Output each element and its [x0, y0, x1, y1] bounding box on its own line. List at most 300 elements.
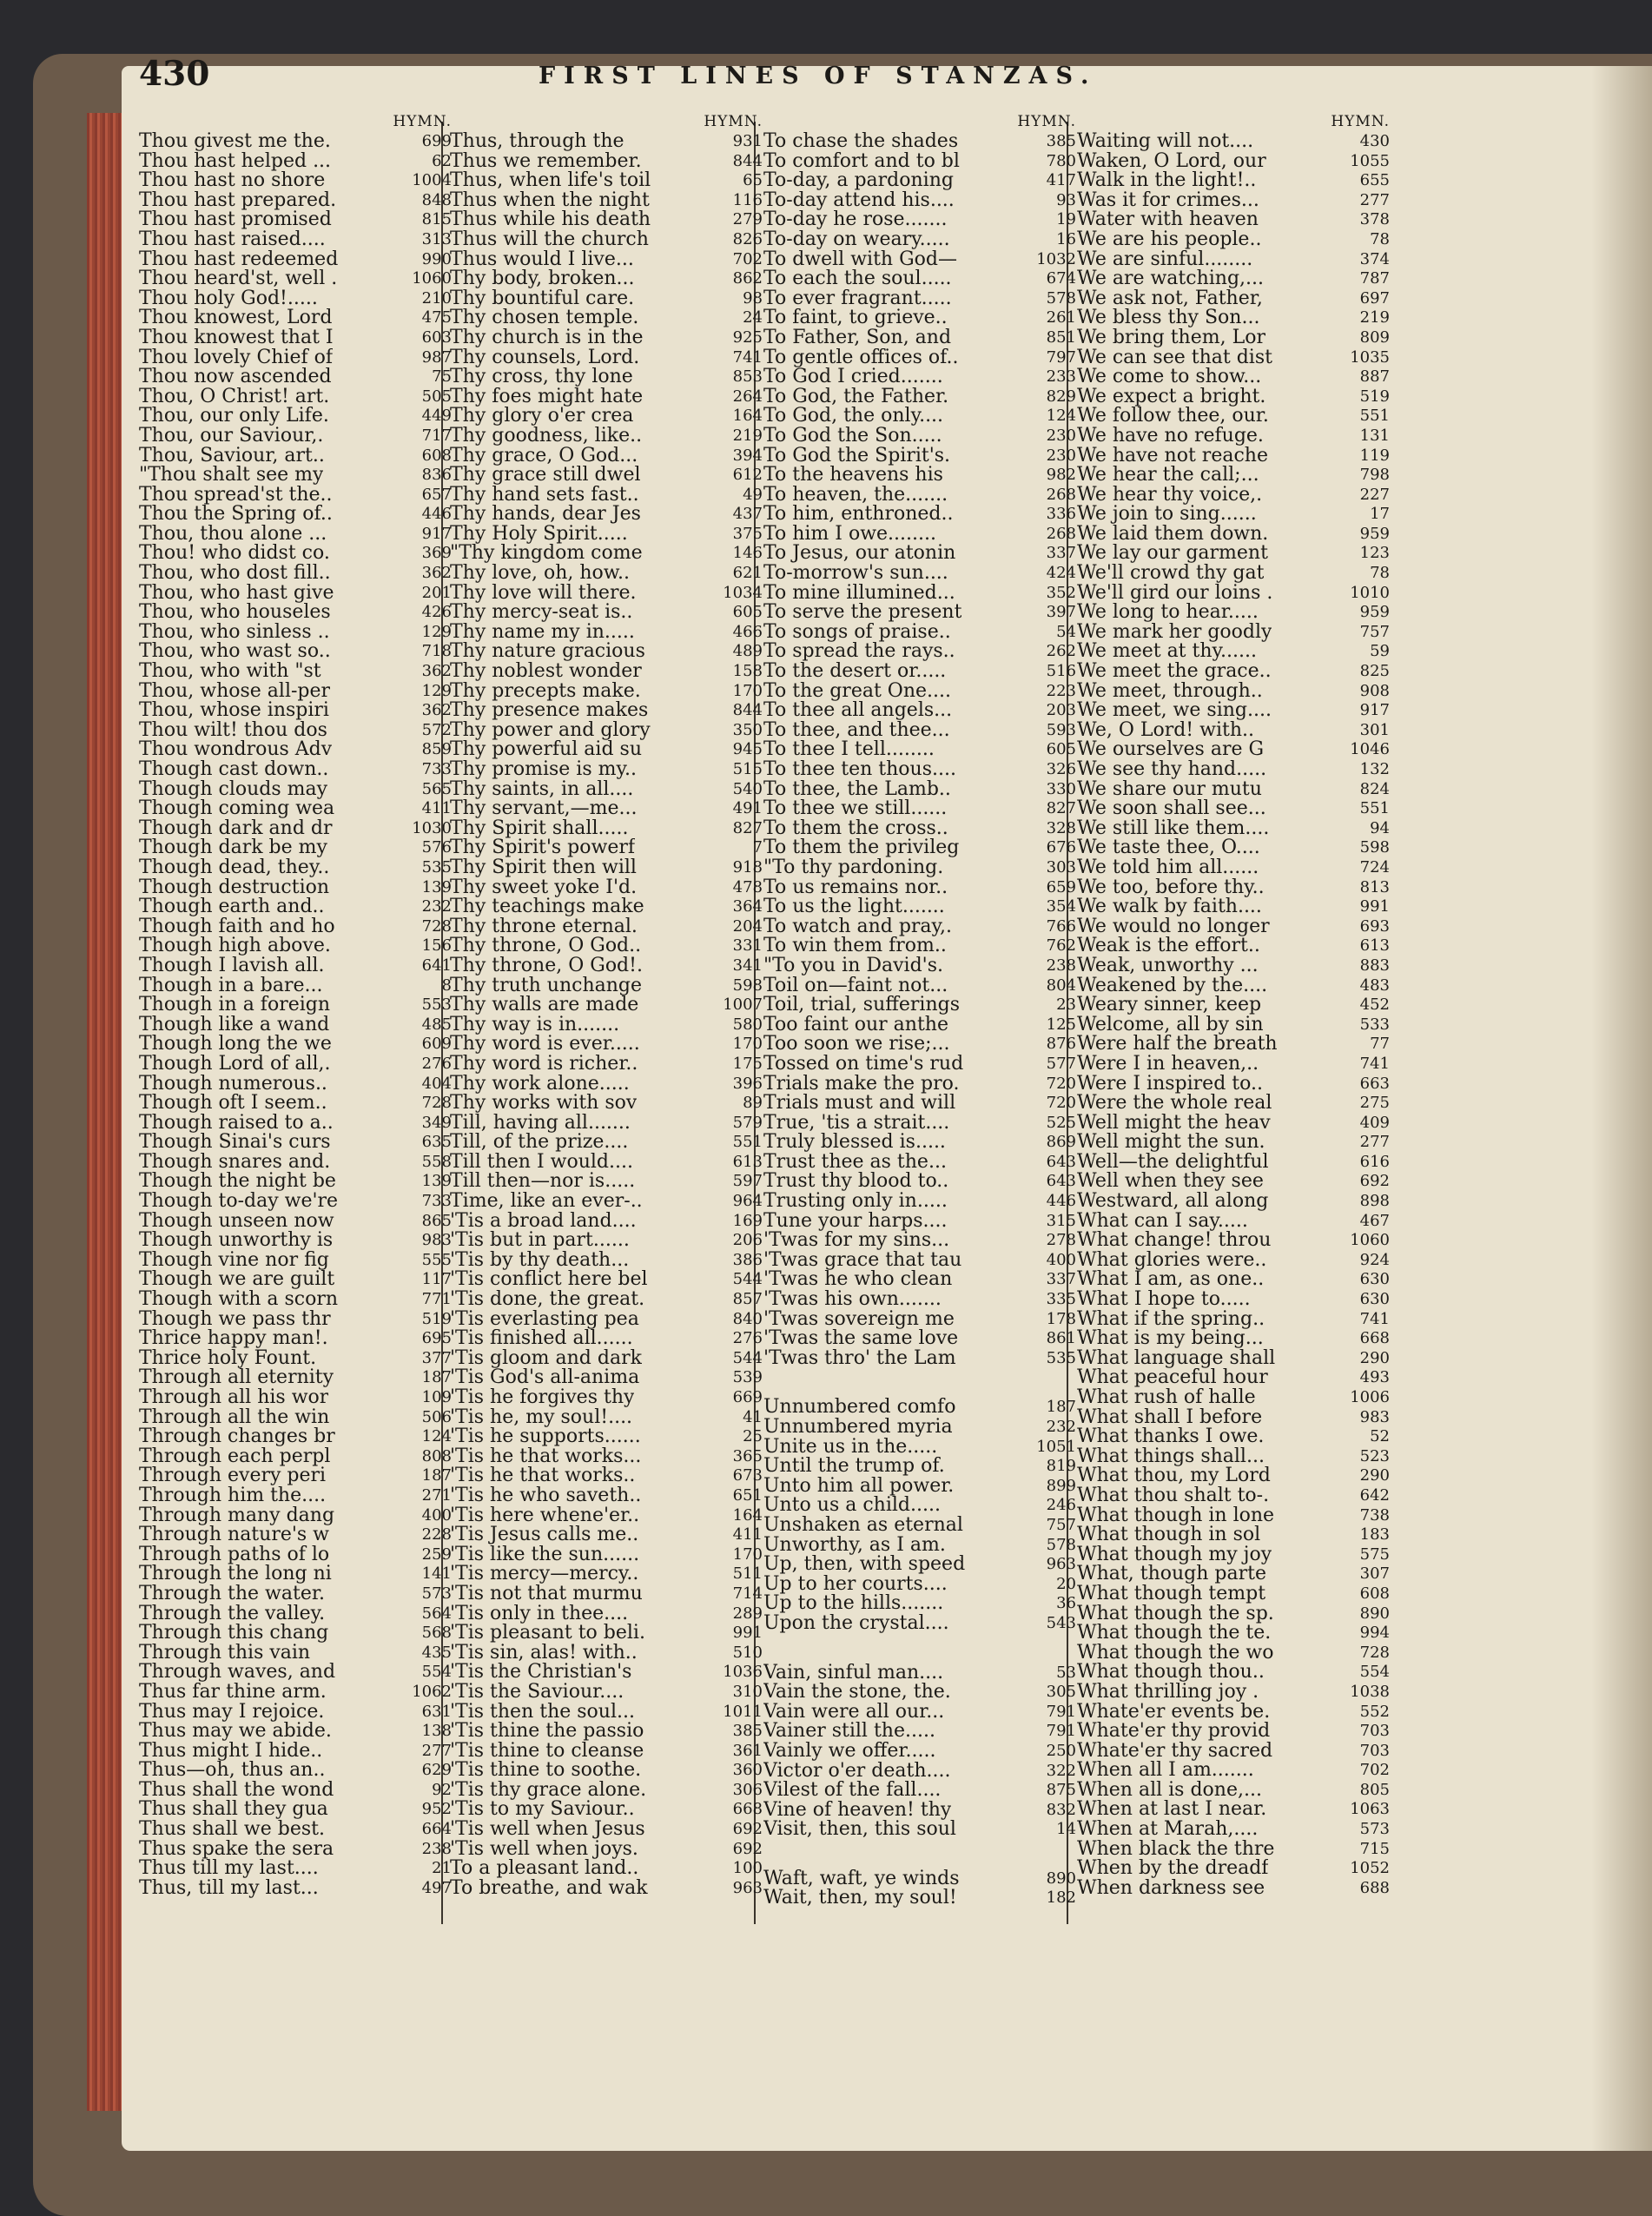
index-entry — [139, 1447, 452, 1467]
first-line-text: 'Tis not that murmu — [450, 1584, 643, 1604]
index-entry — [139, 1703, 452, 1723]
hymn-number: 827 — [1046, 799, 1076, 818]
first-line-text: Unshaken as eternal — [763, 1515, 963, 1536]
hymn-number: 301 — [1359, 720, 1390, 739]
index-entry — [1077, 1290, 1390, 1310]
letter-group-gap — [763, 1840, 1076, 1869]
hymn-number: 228 — [421, 1525, 452, 1545]
first-line-text: To spread the rays.. — [763, 642, 955, 663]
hymn-number: 361 — [732, 1741, 763, 1760]
first-line-text: What though in sol — [1077, 1525, 1261, 1545]
hymn-number: 19 — [1056, 210, 1076, 229]
first-line-text: 'Tis well when Jesus — [450, 1820, 645, 1840]
hymn-number: 519 — [421, 1309, 452, 1328]
index-entry — [763, 1477, 1076, 1497]
first-line-text: Though in a foreign — [139, 996, 331, 1015]
first-line-text: Thy cross, thy lone — [450, 367, 633, 387]
hymn-number: 890 — [1359, 1604, 1390, 1623]
index-entry — [139, 897, 452, 917]
first-line-text: Though unworthy is — [139, 1231, 334, 1251]
index-entry — [1077, 1447, 1390, 1467]
index-entry — [763, 936, 1076, 956]
hymn-number: 331 — [732, 936, 763, 956]
hymn-number: 825 — [1359, 662, 1390, 681]
hymn-number: 573 — [421, 1584, 452, 1603]
hymn-number: 925 — [732, 327, 763, 347]
index-entry — [450, 936, 763, 956]
first-line-text: Thou, our Saviour,. — [139, 426, 324, 447]
index-entry — [139, 1310, 452, 1330]
index-entry — [763, 1536, 1076, 1556]
hymn-number: 1035 — [1350, 347, 1390, 367]
hymn-number: 289 — [732, 1604, 763, 1623]
first-line-text: Through waves, and — [139, 1663, 336, 1683]
hymn-number: 232 — [421, 897, 452, 916]
index-entry — [139, 348, 452, 368]
index-entry — [1077, 878, 1390, 898]
first-line-text: Wait, then, my soul! — [763, 1889, 957, 1909]
first-line-text: We meet at thy...... — [1077, 642, 1257, 663]
first-line-text: Though unseen now — [139, 1211, 334, 1232]
index-entry — [1077, 662, 1390, 682]
index-entry — [450, 1761, 763, 1781]
first-line-text: Though coming wea — [139, 799, 335, 819]
index-entry — [450, 1133, 763, 1153]
hymn-number: 233 — [1046, 367, 1076, 387]
first-line-text: Well—the delightful — [1077, 1152, 1269, 1173]
index-entry — [450, 427, 763, 447]
index-entry — [1077, 1251, 1390, 1271]
first-line-text: Thy way is in....... — [450, 1015, 620, 1035]
hymn-number: 844 — [732, 151, 763, 170]
index-entry — [1077, 584, 1390, 604]
first-line-text: Thy servant,—me... — [450, 799, 638, 819]
hymn-number: 523 — [1359, 1446, 1390, 1465]
index-entry — [139, 1486, 452, 1506]
first-line-text: Though numerous.. — [139, 1074, 327, 1095]
first-line-text: We are watching,... — [1077, 269, 1265, 289]
index-entry — [1077, 996, 1390, 1015]
index-column-1 — [139, 113, 452, 1898]
first-line-text: Thou lovely Chief of — [139, 347, 334, 368]
index-entry — [139, 1114, 452, 1134]
first-line-text: To thee ten thous.... — [763, 760, 956, 780]
first-line-text: Thus, when life's toil — [450, 171, 651, 191]
hymn-number: 369 — [421, 544, 452, 563]
index-entry — [450, 662, 763, 682]
index-entry — [763, 1742, 1076, 1762]
first-line-text: Thou, who wast so.. — [139, 642, 331, 663]
index-entry — [139, 976, 452, 996]
index-entry — [1077, 1604, 1390, 1624]
first-line-text: Waken, O Lord, our — [1077, 151, 1266, 172]
first-line-text: 'Twas thro' the Lam — [763, 1348, 956, 1369]
index-entry — [139, 544, 452, 564]
index-entry — [139, 308, 452, 328]
first-line-text: Walk in the light!.. — [1077, 171, 1257, 191]
first-line-text: To win them from.. — [763, 936, 947, 956]
index-entry — [1077, 466, 1390, 486]
index-entry — [450, 1153, 763, 1173]
index-entry — [763, 348, 1076, 368]
first-line-text: To God I cried....... — [763, 367, 943, 387]
index-entry — [763, 1703, 1076, 1723]
index-entry — [450, 682, 763, 702]
index-entry — [1077, 486, 1390, 506]
index-entry — [1077, 505, 1390, 525]
first-line-text: To-day attend his.... — [763, 190, 955, 211]
hymn-number: 246 — [1046, 1496, 1076, 1515]
hymn-number: 535 — [1046, 1348, 1076, 1367]
first-line-text: 'Tis he who saveth.. — [450, 1485, 642, 1506]
first-line-text: Though destruction — [139, 877, 330, 898]
index-entry — [139, 1075, 452, 1095]
index-entry — [450, 308, 763, 328]
index-entry — [763, 1251, 1076, 1271]
index-entry — [1077, 1525, 1390, 1545]
hymn-number: 554 — [421, 1663, 452, 1682]
hymn-number: 552 — [1359, 1702, 1390, 1721]
first-line-text: Till then I would.... — [450, 1152, 633, 1173]
index-entry — [763, 1575, 1076, 1595]
hymn-number: 917 — [421, 524, 452, 543]
first-line-text: Thus would I live... — [450, 249, 634, 270]
index-entry — [139, 584, 452, 604]
first-line-text: Vain the stone, the. — [763, 1683, 951, 1703]
hymn-number: 261 — [1046, 308, 1076, 327]
hymn-number: 315 — [1046, 1211, 1076, 1230]
hymn-number: 655 — [1359, 171, 1390, 190]
index-entry — [450, 505, 763, 525]
hymn-number: 875 — [1046, 1781, 1076, 1800]
index-entry — [763, 1192, 1076, 1212]
hymn-number: 657 — [421, 485, 452, 504]
index-entry — [763, 328, 1076, 348]
first-line-text: Till then—nor is..... — [450, 1172, 636, 1193]
index-entry — [1077, 269, 1390, 289]
first-line-text: Tune your harps.... — [763, 1211, 948, 1232]
first-line-text: Through all eternity — [139, 1368, 334, 1388]
first-line-text: We share our mutu — [1077, 779, 1262, 800]
hymn-number: 17 — [1370, 505, 1390, 524]
hymn-number: 23 — [1056, 996, 1076, 1015]
hymn-number: 741 — [1359, 1309, 1390, 1328]
hymn-number: 720 — [1046, 1074, 1076, 1093]
first-line-text: Thus when the night — [450, 190, 650, 211]
first-line-text: Though oft I seem.. — [139, 1094, 327, 1114]
index-entry — [139, 1781, 452, 1801]
first-line-text: Through this chang — [139, 1624, 329, 1644]
hymn-number: 819 — [1046, 1457, 1076, 1476]
hymn-number: 616 — [1359, 1152, 1390, 1171]
hymn-number: 365 — [732, 1446, 763, 1465]
hymn-number: 437 — [732, 505, 763, 524]
hymn-number: 771 — [421, 1290, 452, 1309]
first-line-text: We'll crowd thy gat — [1077, 564, 1265, 584]
index-entry — [763, 603, 1076, 623]
hymn-number: 809 — [1359, 327, 1390, 347]
first-line-text: Vain were all our... — [763, 1702, 945, 1723]
hymn-number: 138 — [421, 1722, 452, 1741]
hymn-number: 14 — [1056, 1820, 1076, 1839]
hymn-number: 535 — [421, 857, 452, 876]
hymn-number: 337 — [1046, 1270, 1076, 1289]
hymn-number: 510 — [732, 1643, 763, 1662]
first-line-text: Thou spread'st the.. — [139, 485, 333, 506]
first-line-text: To mine illumined... — [763, 583, 955, 604]
index-entry — [450, 1388, 763, 1408]
index-entry — [763, 407, 1076, 427]
index-entry — [139, 1212, 452, 1232]
first-line-text: Whate'er thy sacred — [1077, 1741, 1273, 1762]
hymn-number: 805 — [1359, 1780, 1390, 1799]
index-entry — [1077, 132, 1390, 152]
first-line-text: To thee, and thee... — [763, 720, 950, 741]
first-line-text: We are his people.. — [1077, 229, 1262, 250]
index-entry — [1077, 819, 1390, 839]
index-entry — [1077, 701, 1390, 721]
index-entry — [1077, 191, 1390, 211]
first-line-text: To each the soul..... — [763, 269, 952, 289]
hymn-number: 306 — [732, 1780, 763, 1799]
index-entry — [763, 308, 1076, 328]
index-entry — [1077, 289, 1390, 309]
hymn-number: 21 — [432, 1859, 452, 1878]
first-line-text: Thou, thou alone ... — [139, 524, 327, 545]
hymn-number: 990 — [421, 249, 452, 268]
hymn-number: 129 — [421, 681, 452, 700]
index-entry — [139, 1663, 452, 1683]
index-entry — [450, 1525, 763, 1545]
hymn-number: 139 — [421, 877, 452, 896]
first-line-text: Unnumbered myria — [763, 1418, 953, 1438]
index-entry — [450, 584, 763, 604]
hymn-number: 791 — [1046, 1722, 1076, 1741]
hymn-number: 290 — [1359, 1348, 1390, 1367]
hymn-number: 924 — [1359, 1250, 1390, 1269]
hymn-number: 568 — [421, 1624, 452, 1643]
hymn-number: 664 — [421, 1820, 452, 1839]
hymn-number: 544 — [732, 1348, 763, 1367]
index-entry — [1077, 1703, 1390, 1723]
hymn-number: 553 — [421, 996, 452, 1015]
first-line-text: Water with heaven — [1077, 210, 1259, 230]
first-line-text: Vine of heaven! thy — [763, 1800, 952, 1821]
first-line-text: What I am, as one.. — [1077, 1270, 1265, 1291]
index-entry — [450, 1055, 763, 1075]
first-line-text: When black the thre — [1077, 1839, 1275, 1860]
index-entry — [450, 1564, 763, 1584]
index-entry — [450, 1683, 763, 1703]
index-entry — [763, 976, 1076, 996]
first-line-text: Upon the crystal.... — [763, 1613, 949, 1634]
index-entry — [450, 387, 763, 407]
first-line-text: Thou heard'st, well . — [139, 269, 338, 289]
hymn-number: 1030 — [412, 818, 452, 837]
hymn-number: 859 — [421, 740, 452, 759]
first-line-text: To dwell with God— — [763, 249, 957, 270]
index-entry — [450, 1015, 763, 1035]
hymn-number: 1060 — [1350, 1231, 1390, 1250]
index-entry — [763, 1133, 1076, 1153]
first-line-text: 'Tis he forgives thy — [450, 1388, 635, 1408]
index-entry — [139, 780, 452, 800]
hymn-number: 404 — [421, 1074, 452, 1093]
index-entry — [139, 1368, 452, 1388]
first-line-text: To God the Son..... — [763, 426, 942, 447]
index-entry — [139, 1408, 452, 1428]
index-entry — [1077, 1564, 1390, 1584]
index-entry — [763, 1418, 1076, 1438]
first-line-text: We have not reache — [1077, 446, 1268, 466]
first-line-text: Thus while his death — [450, 210, 651, 230]
hymn-number: 580 — [732, 1015, 763, 1034]
first-line-text: 'Twas his own....... — [763, 1290, 942, 1310]
index-entry — [1077, 1172, 1390, 1192]
hymn-number: 1052 — [1350, 1859, 1390, 1878]
index-entry — [450, 1506, 763, 1526]
hymn-number: 170 — [732, 1545, 763, 1564]
hymn-number: 219 — [1359, 308, 1390, 327]
index-entry — [763, 1722, 1076, 1742]
first-line-text: Toil, trial, sufferings — [763, 996, 961, 1015]
index-entry — [139, 1015, 452, 1035]
first-line-text: Thou wilt! thou dos — [139, 720, 327, 741]
first-line-text: "To you in David's. — [763, 956, 943, 976]
hymn-number: 692 — [732, 1820, 763, 1839]
index-entry — [450, 1368, 763, 1388]
first-line-text: Thy Spirit's powerf — [450, 838, 636, 858]
hymn-number: 564 — [421, 1604, 452, 1623]
hymn-number: 227 — [1359, 485, 1390, 504]
index-entry — [450, 525, 763, 545]
hymn-number: 124 — [421, 1427, 452, 1446]
hymn-number: 832 — [1046, 1800, 1076, 1819]
first-line-text: Though with a scorn — [139, 1290, 339, 1310]
hymn-number: 62 — [432, 151, 452, 170]
hymn-number: 918 — [732, 857, 763, 876]
hymn-number: 466 — [732, 622, 763, 641]
first-line-text: Through him the.... — [139, 1485, 327, 1506]
index-entry — [139, 1840, 452, 1860]
hymn-number: 959 — [1359, 524, 1390, 543]
first-line-text: Thou, who sinless .. — [139, 622, 330, 643]
index-entry — [139, 152, 452, 172]
hymn-number: 426 — [421, 603, 452, 622]
hymn-number: 77 — [1370, 1035, 1390, 1054]
index-entry — [450, 1545, 763, 1565]
first-line-text: Thy word is richer.. — [450, 1054, 638, 1075]
hymn-number: 201 — [421, 583, 452, 602]
hymn-number: 577 — [1046, 1054, 1076, 1073]
hymn-number: 516 — [1046, 662, 1076, 681]
index-entry — [450, 1800, 763, 1820]
index-entry — [450, 878, 763, 898]
hymn-number: 741 — [1359, 1054, 1390, 1073]
index-entry — [450, 721, 763, 741]
first-line-text: Thy name my in..... — [450, 622, 635, 643]
hymn-number: 124 — [1046, 407, 1076, 426]
hymn-number: 305 — [1046, 1683, 1076, 1702]
index-entry — [763, 250, 1076, 270]
index-entry — [1077, 1094, 1390, 1114]
first-line-text: Thus till my last.... — [139, 1859, 319, 1879]
hymn-number: 551 — [1359, 407, 1390, 426]
first-line-text: 'Tis thine the passio — [450, 1722, 644, 1742]
first-line-text: 'Tis the Christian's — [450, 1663, 632, 1683]
first-line-text: Though vine nor fig — [139, 1250, 329, 1271]
index-entry — [139, 1800, 452, 1820]
index-entry — [1077, 348, 1390, 368]
hymn-number: 578 — [1046, 288, 1076, 308]
first-line-text: To them the cross.. — [763, 818, 948, 839]
hymn-number: 467 — [1359, 1211, 1390, 1230]
hymn-column-header: HYMN. — [393, 113, 452, 130]
hymn-number: 146 — [732, 544, 763, 563]
index-entry — [763, 152, 1076, 172]
hymn-number: 551 — [732, 1133, 763, 1152]
hymn-number: 890 — [1046, 1869, 1076, 1888]
index-entry — [1077, 1015, 1390, 1035]
hymn-number: 851 — [1046, 327, 1076, 347]
hymn-number: 394 — [732, 446, 763, 465]
index-entry — [763, 1781, 1076, 1801]
first-line-text: Westward, all along — [1077, 1192, 1269, 1212]
hymn-number: 89 — [743, 1094, 763, 1113]
hymn-number: 869 — [1046, 1133, 1076, 1152]
index-entry — [1077, 230, 1390, 250]
index-entry — [450, 1172, 763, 1192]
first-line-text: Thou givest me the. — [139, 132, 331, 152]
hymn-number: 131 — [1359, 426, 1390, 445]
index-entry — [450, 1310, 763, 1330]
index-entry — [450, 996, 763, 1015]
hymn-number: 238 — [421, 1839, 452, 1858]
index-entry — [139, 1742, 452, 1762]
first-line-text: 'Tis thine to cleanse — [450, 1741, 644, 1762]
hymn-number: 139 — [421, 1172, 452, 1191]
index-entry — [1077, 1506, 1390, 1526]
hymn-number: 493 — [1359, 1368, 1390, 1387]
first-line-text: 'Tis the Saviour.... — [450, 1682, 624, 1703]
hymn-number: 187 — [1046, 1398, 1076, 1417]
hymn-number: 762 — [1046, 936, 1076, 956]
index-entry — [139, 407, 452, 427]
index-entry — [763, 799, 1076, 819]
index-entry — [763, 447, 1076, 466]
first-line-text: 'Tis Jesus calls me.. — [450, 1525, 639, 1545]
index-entry — [1077, 1644, 1390, 1664]
index-entry — [450, 269, 763, 289]
index-entry — [763, 740, 1076, 760]
first-line-text: Vilest of the fall.... — [763, 1781, 942, 1801]
first-line-text: To thee, the Lamb.. — [763, 779, 951, 800]
first-line-text: Though raised to a.. — [139, 1113, 334, 1134]
index-entry — [1077, 1820, 1390, 1840]
hymn-number: 277 — [1359, 1133, 1390, 1152]
first-line-text: Thus may we abide. — [139, 1722, 332, 1742]
first-line-text: Thou! who didst co. — [139, 544, 330, 565]
index-entry — [139, 564, 452, 584]
first-line-text: Thou hast raised.... — [139, 229, 326, 250]
first-line-text: 'Twas grace that tau — [763, 1250, 962, 1271]
index-entry — [1077, 721, 1390, 741]
index-entry — [1077, 1781, 1390, 1801]
hymn-number: 1004 — [412, 171, 452, 190]
index-entry — [139, 1172, 452, 1192]
hymn-number: 952 — [421, 1800, 452, 1819]
first-line-text: We mark her goodly — [1077, 622, 1272, 643]
